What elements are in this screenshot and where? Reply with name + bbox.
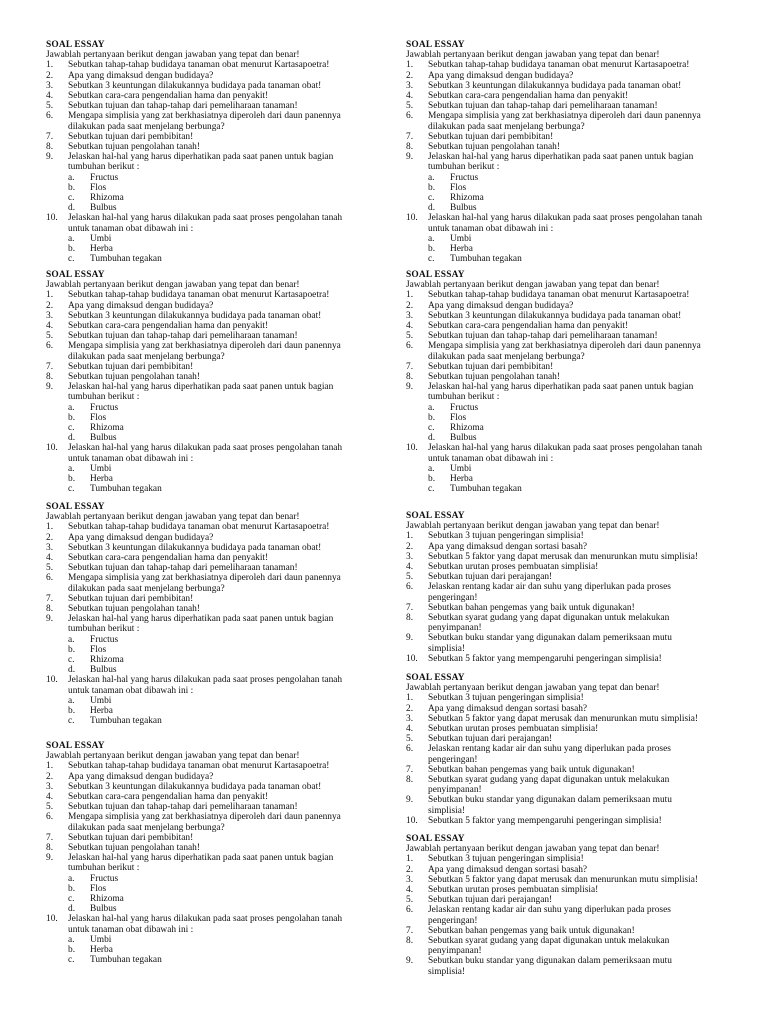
question-item: 10. Jelaskan hal-hal yang harus dilakukan pada saat proses pengolahan tanah (46, 213, 343, 224)
block-title: SOAL ESSAY (46, 502, 105, 512)
question-item: 8. Sebutkan syarat gudang yang dapat digunakan untuk melakukan (406, 613, 670, 624)
option-item: a. Fructus (68, 402, 119, 413)
option-item: c. Rhizoma (428, 423, 484, 434)
question-item: 5. Sebutkan tujuan dan tahap-tahap dari pemeliharaan tanaman! (46, 331, 298, 342)
question-continuation: tumbuhan berikut : (68, 863, 140, 874)
question-continuation: dilakukan pada saat menjelang berbunga? (428, 351, 585, 362)
question-item: 8. Sebutkan syarat gudang yang dapat digunakan untuk melakukan (406, 936, 670, 947)
question-item: 6. Jelaskan rentang kadar air dan suhu yang diperlukan pada proses (406, 582, 671, 593)
question-item: 5. Sebutkan tujuan dan tahap-tahap dari pemeliharaan tanaman! (406, 101, 658, 112)
question-item: 4. Sebutkan urutan proses pembuatan simplisia! (406, 562, 599, 573)
question-item: 10. Jelaskan hal-hal yang harus dilakukan pada saat proses pengolahan tanah (406, 443, 703, 454)
essay-block-a (406, 270, 724, 494)
option-item: c. Rhizoma (68, 894, 124, 905)
option-item: b. Herba (68, 244, 113, 255)
question-continuation: untuk tanaman obat dibawah ini : (68, 223, 194, 234)
essay-block-a (406, 40, 724, 264)
question-item: 1. Sebutkan tahap-tahap budidaya tanaman obat menurut Kartasapoetra! (46, 290, 330, 301)
block-title: SOAL ESSAY (46, 40, 105, 50)
question-item: 4. Sebutkan urutan proses pembuatan simplisia! (406, 885, 599, 896)
question-item: 4. Sebutkan cara-cara pengendalian hama dan penyakit! (46, 792, 269, 803)
question-item: 3. Sebutkan 3 keuntungan dilakukannya budidaya pada tanaman obat! (46, 80, 322, 91)
question-continuation: tumbuhan berikut : (68, 624, 140, 635)
question-item: 5. Sebutkan tujuan dan tahap-tahap dari pemeliharaan tanaman! (46, 563, 298, 574)
question-item: 2. Apa yang dimaksud dengan budidaya? (46, 70, 214, 81)
question-item: 6. Mengapa simplisia yang zat berkhasiatnya diperoleh dari daun panennya (406, 341, 701, 352)
question-continuation: tumbuhan berikut : (428, 392, 500, 403)
option-item: b. Herba (68, 945, 113, 956)
question-continuation: simplisia! (428, 805, 465, 816)
question-continuation: untuk tanaman obat dibawah ini : (68, 453, 194, 464)
option-item: d. Bulbus (68, 203, 117, 214)
question-item: 7. Sebutkan tujuan dari pembibitan! (46, 832, 194, 843)
question-item: 7. Sebutkan tujuan dari pembibitan! (46, 131, 194, 142)
option-item: d. Bulbus (68, 904, 117, 915)
question-item: 5. Sebutkan tujuan dan tahap-tahap dari pemeliharaan tanaman! (46, 802, 298, 813)
question-item: 2. Apa yang dimaksud dengan budidaya? (406, 70, 574, 81)
question-item: 2. Apa yang dimaksud dengan budidaya? (46, 300, 214, 311)
option-item: c. Tumbuhan tegakan (428, 484, 522, 495)
option-item: c. Rhizoma (68, 655, 124, 666)
question-item: 8. Sebutkan tujuan pengolahan tanah! (406, 372, 560, 383)
question-item: 6. Jelaskan rentang kadar air dan suhu yang diperlukan pada proses (406, 905, 671, 916)
question-item: 9. Sebutkan buku standar yang digunakan dalam pemeriksaan mutu (406, 795, 672, 806)
question-continuation: pengeringan! (428, 754, 478, 765)
block-instruction: Jawablah pertanyaan berikut dengan jawaban yang tepat dan benar! (406, 521, 660, 532)
block-title: SOAL ESSAY (46, 270, 105, 280)
option-item: a. Fructus (428, 172, 479, 183)
block-title: SOAL ESSAY (406, 511, 465, 521)
question-item: 4. Sebutkan cara-cara pengendalian hama dan penyakit! (46, 91, 269, 102)
question-item: 9. Jelaskan hal-hal yang harus diperhatikan pada saat panen untuk bagian (46, 382, 334, 393)
question-item: 9. Jelaskan hal-hal yang harus diperhatikan pada saat panen untuk bagian (46, 853, 334, 864)
question-continuation: penyimpanan! (428, 946, 482, 957)
option-item: b. Flos (68, 412, 107, 423)
question-continuation: pengeringan! (428, 592, 478, 603)
option-item: a. Umbi (428, 463, 472, 474)
question-item: 8. Sebutkan tujuan pengolahan tanah! (406, 142, 560, 153)
question-item: 8. Sebutkan tujuan pengolahan tanah! (46, 142, 200, 153)
option-item: b. Herba (68, 706, 113, 717)
question-item: 3. Sebutkan 3 keuntungan dilakukannya budidaya pada tanaman obat! (46, 310, 322, 321)
question-item: 4. Sebutkan cara-cara pengendalian hama dan penyakit! (46, 553, 269, 564)
question-continuation: tumbuhan berikut : (68, 392, 140, 403)
question-continuation: tumbuhan berikut : (428, 162, 500, 173)
option-item: a. Fructus (68, 172, 119, 183)
question-item: 4. Sebutkan cara-cara pengendalian hama dan penyakit! (406, 321, 629, 332)
essay-block-a (46, 270, 364, 494)
question-item: 1. Sebutkan tahap-tahap budidaya tanaman obat menurut Kartasapoetra! (46, 60, 330, 71)
question-item: 6. Mengapa simplisia yang zat berkhasiatnya diperoleh dari daun panennya (46, 573, 341, 584)
question-item: 7. Sebutkan tujuan dari pembibitan! (406, 131, 554, 142)
question-item: 8. Sebutkan tujuan pengolahan tanah! (46, 372, 200, 383)
question-item: 3. Sebutkan 3 keuntungan dilakukannya budidaya pada tanaman obat! (46, 542, 322, 553)
question-item: 3. Sebutkan 3 keuntungan dilakukannya budidaya pada tanaman obat! (406, 310, 682, 321)
option-item: d. Bulbus (428, 203, 477, 214)
question-item: 6. Mengapa simplisia yang zat berkhasiatnya diperoleh dari daun panennya (46, 111, 341, 122)
option-item: c. Rhizoma (428, 193, 484, 204)
question-item: 3. Sebutkan 5 faktor yang dapat merusak dan menurunkan mutu simplisia! (406, 713, 698, 724)
question-item: 2. Apa yang dimaksud dengan budidaya? (406, 300, 574, 311)
question-continuation: simplisia! (428, 643, 465, 654)
question-item: 6. Mengapa simplisia yang zat berkhasiatnya diperoleh dari daun panennya (46, 341, 341, 352)
question-item: 9. Jelaskan hal-hal yang harus diperhatikan pada saat panen untuk bagian (406, 152, 694, 163)
block-instruction: Jawablah pertanyaan berikut dengan jawaban yang tepat dan benar! (406, 683, 660, 694)
option-item: d. Bulbus (428, 433, 477, 444)
question-item: 3. Sebutkan 3 keuntungan dilakukannya budidaya pada tanaman obat! (406, 80, 682, 91)
question-item: 1. Sebutkan tahap-tahap budidaya tanaman obat menurut Kartasapoetra! (406, 290, 690, 301)
option-item: d. Bulbus (68, 433, 117, 444)
question-continuation: untuk tanaman obat dibawah ini : (68, 924, 194, 935)
option-item: a. Umbi (68, 934, 112, 945)
option-item: a. Fructus (428, 402, 479, 413)
question-item: 9. Jelaskan hal-hal yang harus diperhatikan pada saat panen untuk bagian (46, 152, 334, 163)
question-item: 10. Sebutkan 5 faktor yang mempengaruhi pengeringan simplisia! (406, 815, 662, 826)
block-instruction: Jawablah pertanyaan berikut dengan jawaban yang tepat dan benar! (46, 50, 300, 61)
question-continuation: untuk tanaman obat dibawah ini : (428, 223, 554, 234)
option-item: c. Rhizoma (68, 193, 124, 204)
essay-block-b (406, 673, 724, 826)
option-item: a. Fructus (68, 873, 119, 884)
block-instruction: Jawablah pertanyaan berikut dengan jawaban yang tepat dan benar! (406, 280, 660, 291)
option-item: b. Herba (428, 244, 473, 255)
question-item: 10. Jelaskan hal-hal yang harus dilakukan pada saat proses pengolahan tanah (46, 914, 343, 925)
block-instruction: Jawablah pertanyaan berikut dengan jawaban yang tepat dan benar! (46, 751, 300, 762)
block-title: SOAL ESSAY (46, 741, 105, 751)
option-item: b. Flos (68, 644, 107, 655)
block-instruction: Jawablah pertanyaan berikut dengan jawaban yang tepat dan benar! (406, 50, 660, 61)
question-item: 10. Jelaskan hal-hal yang harus dilakukan pada saat proses pengolahan tanah (46, 675, 343, 686)
block-instruction: Jawablah pertanyaan berikut dengan jawaban yang tepat dan benar! (46, 512, 300, 523)
question-item: 5. Sebutkan tujuan dan tahap-tahap dari pemeliharaan tanaman! (406, 331, 658, 342)
option-item: b. Flos (68, 182, 107, 193)
question-item: 1. Sebutkan 3 tujuan pengeringan simplisia! (406, 693, 584, 704)
option-item: d. Bulbus (68, 665, 117, 676)
option-item: a. Fructus (68, 634, 119, 645)
option-item: b. Flos (428, 182, 467, 193)
question-item: 10. Jelaskan hal-hal yang harus dilakukan pada saat proses pengolahan tanah (46, 443, 343, 454)
question-item: 9. Sebutkan buku standar yang digunakan dalam pemeriksaan mutu (406, 633, 672, 644)
question-item: 5. Sebutkan tujuan dari perajangan! (406, 895, 553, 906)
question-continuation: dilakukan pada saat menjelang berbunga? (68, 351, 225, 362)
block-instruction: Jawablah pertanyaan berikut dengan jawaban yang tepat dan benar! (406, 844, 660, 855)
question-item: 6. Jelaskan rentang kadar air dan suhu yang diperlukan pada proses (406, 744, 671, 755)
question-item: 4. Sebutkan cara-cara pengendalian hama dan penyakit! (406, 91, 629, 102)
question-item: 5. Sebutkan tujuan dari perajangan! (406, 734, 553, 745)
question-continuation: untuk tanaman obat dibawah ini : (428, 453, 554, 464)
question-item: 1. Sebutkan tahap-tahap budidaya tanaman obat menurut Kartasapoetra! (46, 761, 330, 772)
question-item: 5. Sebutkan tujuan dari perajangan! (406, 572, 553, 583)
option-item: c. Rhizoma (68, 423, 124, 434)
question-item: 8. Sebutkan tujuan pengolahan tanah! (46, 843, 200, 854)
question-item: 7. Sebutkan bahan pengemas yang baik untuk digunakan! (406, 602, 635, 613)
essay-block-b (406, 511, 724, 664)
option-item: b. Flos (428, 412, 467, 423)
block-title: SOAL ESSAY (406, 270, 465, 280)
option-item: b. Herba (428, 474, 473, 485)
question-item: 2. Apa yang dimaksud dengan sortasi basah? (406, 703, 588, 714)
question-continuation: dilakukan pada saat menjelang berbunga? (68, 583, 225, 594)
question-continuation: dilakukan pada saat menjelang berbunga? (68, 121, 225, 132)
option-item: c. Tumbuhan tegakan (68, 484, 162, 495)
option-item: a. Umbi (68, 695, 112, 706)
essay-block-a (46, 40, 364, 264)
question-continuation: dilakukan pada saat menjelang berbunga? (428, 121, 585, 132)
option-item: c. Tumbuhan tegakan (68, 955, 162, 966)
question-item: 2. Apa yang dimaksud dengan budidaya? (46, 771, 214, 782)
block-title: SOAL ESSAY (406, 834, 465, 844)
essay-block-b (406, 834, 724, 977)
question-continuation: simplisia! (428, 966, 465, 977)
question-item: 9. Jelaskan hal-hal yang harus diperhatikan pada saat panen untuk bagian (46, 614, 334, 625)
option-item: a. Umbi (68, 463, 112, 474)
question-continuation: pengeringan! (428, 915, 478, 926)
question-item: 3. Sebutkan 3 keuntungan dilakukannya budidaya pada tanaman obat! (46, 781, 322, 792)
block-instruction: Jawablah pertanyaan berikut dengan jawaban yang tepat dan benar! (46, 280, 300, 291)
option-item: c. Tumbuhan tegakan (68, 716, 162, 727)
question-item: 1. Sebutkan 3 tujuan pengeringan simplisia! (406, 854, 584, 865)
block-title: SOAL ESSAY (406, 673, 465, 683)
question-item: 7. Sebutkan bahan pengemas yang baik untuk digunakan! (406, 925, 635, 936)
question-item: 10. Sebutkan 5 faktor yang mempengaruhi pengeringan simplisia! (406, 653, 662, 664)
question-item: 4. Sebutkan urutan proses pembuatan simplisia! (406, 724, 599, 735)
question-item: 7. Sebutkan tujuan dari pembibitan! (406, 361, 554, 372)
question-item: 10. Jelaskan hal-hal yang harus dilakukan pada saat proses pengolahan tanah (406, 213, 703, 224)
question-item: 8. Sebutkan syarat gudang yang dapat digunakan untuk melakukan (406, 775, 670, 786)
option-item: b. Flos (68, 883, 107, 894)
question-item: 5. Sebutkan tujuan dan tahap-tahap dari pemeliharaan tanaman! (46, 101, 298, 112)
question-item: 6. Mengapa simplisia yang zat berkhasiatnya diperoleh dari daun panennya (406, 111, 701, 122)
question-item: 7. Sebutkan tujuan dari pembibitan! (46, 593, 194, 604)
option-item: c. Tumbuhan tegakan (68, 254, 162, 265)
question-continuation: penyimpanan! (428, 785, 482, 796)
question-item: 2. Apa yang dimaksud dengan sortasi basah? (406, 541, 588, 552)
question-item: 4. Sebutkan cara-cara pengendalian hama dan penyakit! (46, 321, 269, 332)
question-continuation: penyimpanan! (428, 623, 482, 634)
essay-block-a (46, 502, 364, 726)
question-item: 9. Jelaskan hal-hal yang harus diperhatikan pada saat panen untuk bagian (406, 382, 694, 393)
question-item: 8. Sebutkan tujuan pengolahan tanah! (46, 604, 200, 615)
block-title: SOAL ESSAY (406, 40, 465, 50)
essay-block-a (46, 741, 364, 965)
question-item: 1. Sebutkan tahap-tahap budidaya tanaman obat menurut Kartasapoetra! (406, 60, 690, 71)
question-item: 9. Sebutkan buku standar yang digunakan dalam pemeriksaan mutu (406, 956, 672, 967)
option-item: a. Umbi (68, 233, 112, 244)
option-item: a. Umbi (428, 233, 472, 244)
question-continuation: dilakukan pada saat menjelang berbunga? (68, 822, 225, 833)
question-item: 7. Sebutkan bahan pengemas yang baik untuk digunakan! (406, 764, 635, 775)
question-item: 3. Sebutkan 5 faktor yang dapat merusak dan menurunkan mutu simplisia! (406, 874, 698, 885)
question-continuation: untuk tanaman obat dibawah ini : (68, 685, 194, 696)
option-item: c. Tumbuhan tegakan (428, 254, 522, 265)
option-item: b. Herba (68, 474, 113, 485)
question-item: 6. Mengapa simplisia yang zat berkhasiatnya diperoleh dari daun panennya (46, 812, 341, 823)
question-item: 1. Sebutkan 3 tujuan pengeringan simplisia! (406, 531, 584, 542)
question-item: 2. Apa yang dimaksud dengan sortasi basah? (406, 864, 588, 875)
question-item: 7. Sebutkan tujuan dari pembibitan! (46, 361, 194, 372)
question-continuation: tumbuhan berikut : (68, 162, 140, 173)
question-item: 1. Sebutkan tahap-tahap budidaya tanaman obat menurut Kartasapoetra! (46, 522, 330, 533)
question-item: 2. Apa yang dimaksud dengan budidaya? (46, 532, 214, 543)
question-item: 3. Sebutkan 5 faktor yang dapat merusak dan menurunkan mutu simplisia! (406, 551, 698, 562)
